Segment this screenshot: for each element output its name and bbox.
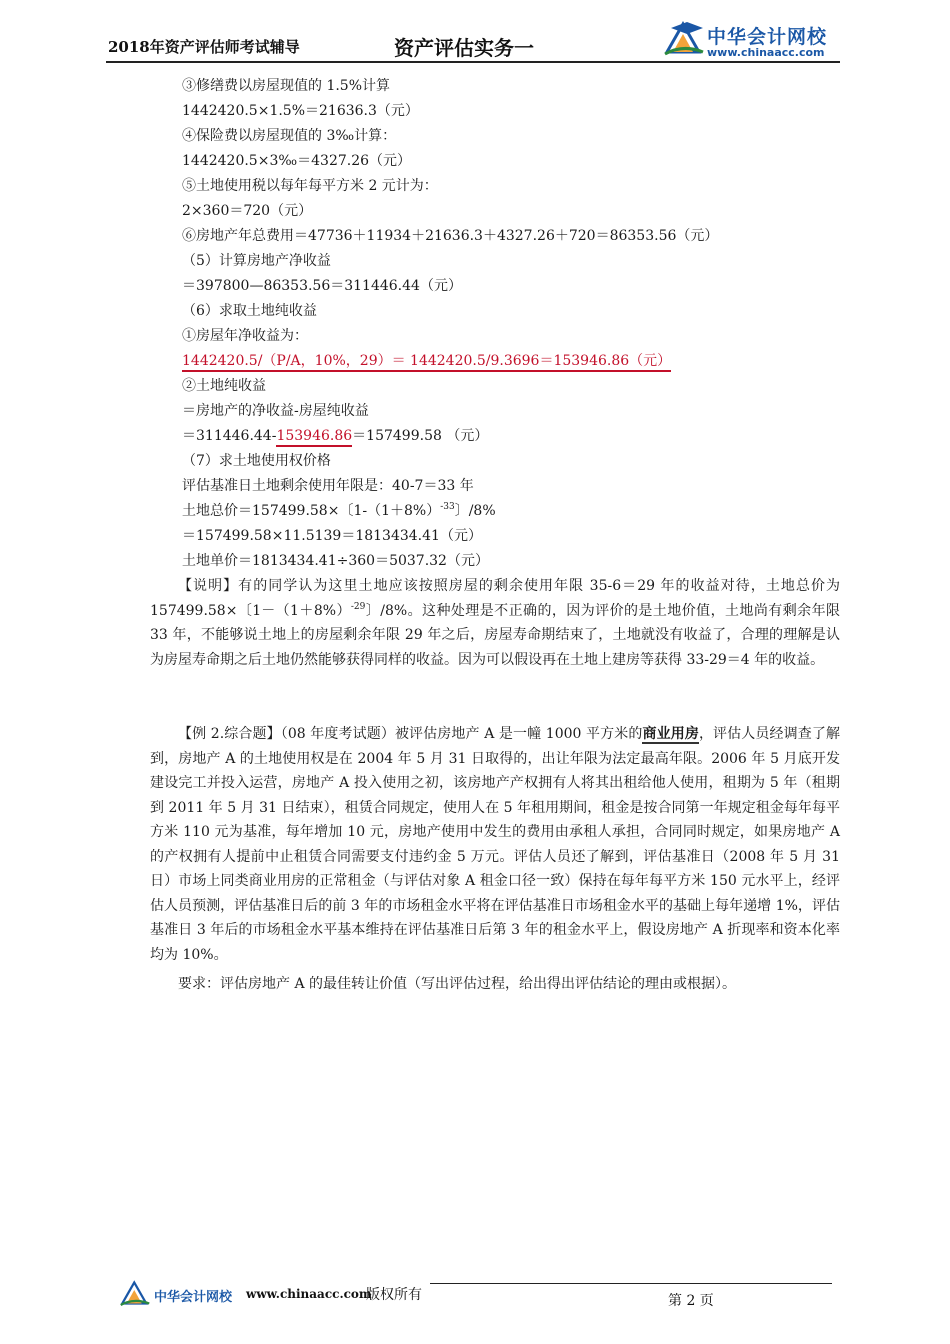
note-text: 【说明】有的同学认为这里土地应该按照房屋的剩余使用年限 35-6＝29 年的收益对待，土地总价为 157499.58×〔1－（1＋8%）: [150, 578, 840, 619]
text-line: 土地单价＝1813434.41÷360＝5037.32（元）: [182, 553, 489, 569]
text-segment: ＝311446.44-: [182, 428, 277, 444]
logo-url: www.chinaacc.com: [707, 46, 825, 59]
footer-brand: 中华会计网校: [154, 1290, 233, 1305]
text-segment: 〕/8%: [454, 503, 496, 519]
note-paragraph: [150, 574, 840, 672]
text-segment: ＝157499.58 （元）: [352, 428, 489, 444]
text-line: ③修缮费以房屋现值的 1.5%计算: [182, 78, 391, 94]
brand-logo[interactable]: [663, 14, 853, 64]
highlighted-line: [182, 351, 671, 371]
footer-url[interactable]: www.chinaacc.com: [246, 1287, 372, 1301]
footer-divider: [430, 1283, 832, 1284]
text-line: 评估基准日土地剩余使用年限是：40-7＝33 年: [182, 478, 474, 494]
text-line: 2×360＝720（元）: [182, 203, 313, 219]
text-line: [182, 426, 488, 446]
text-line: ②土地纯收益: [182, 378, 266, 394]
exponent: -29: [350, 601, 366, 612]
page-number: 第 2 页: [668, 1293, 714, 1309]
highlighted-formula: 1442420.5/（P/A，10%，29）＝ 1442420.5/9.3696＝153946.86（元）: [182, 353, 671, 372]
text-line: 1442420.5×1.5%＝21636.3（元）: [182, 103, 419, 119]
text-line: [182, 501, 496, 521]
requirement-paragraph: 要求：评估房地产 A 的最佳转让价值（写出评估过程，给出得出评估结论的理由或根据）。: [178, 976, 737, 992]
header-subject-title: 资产评估实务一: [394, 36, 534, 60]
text-line: ①房屋年净收益为：: [182, 328, 308, 344]
example-text: ，评估人员经调查了解到，房地产 A 的土地使用权是在 2004 年 5 月 31 日取得的，出让年限为法定最高年限。2006 年 5 月底开发建设完工并投入运营，房地产 A 投入使用之初，该房地产产权拥有人将其出租给他人使用，租期为 5 年（租期到 2011 年 5 月 31 日结束），租赁合同规定，使用人在 5 年租用期间，租金是按合同第一年规定租金每年每平方米 110 元为基准，每年增加 10 元，房地产使用中发生的费用由承租人承担，合同同时规定，如果房地产 A 的产权拥有人提前中止租赁合同需要支付违约金 5 万元。评估人员还了解到，评估基准日（2008 年 5 月 31 日）市场上同类商业用房的正常租金（与评估对象 A 租金口径一致）保持在每年每平方米 150 元水平上，经评估人员预测，评估基准日后的前 3 年的市场租金水平将在评估基准日市场租金水平的基础上每年递增 1%，评估基准日 3 年后的市场租金水平基本维持在评估基准日后第 3 年的租金水平上，假设房地产 A 折现率和资本化率均为 10%。: [150, 726, 840, 963]
text-line: （6）求取土地纯收益: [182, 303, 317, 319]
text-line: ＝房地产的净收益-房屋纯收益: [182, 403, 369, 419]
note-text: 〕/8%。这种处理是不正确的，因为评价的是土地价值，土地尚有剩余年限 33 年，不能够说土地上的房屋剩余年限 29 年之后，房屋寿命期结束了，土地就没有收益了，合理的理解是认为房屋寿命期之后土地仍然能够获得同样的收益。因为可以假设再在土地上建房等获得 33-29＝4 年的收益。: [150, 602, 840, 668]
highlighted-term: 商业用房: [642, 726, 699, 742]
text-line: ⑤土地使用税以每年每平方米 2 元计为：: [182, 178, 438, 194]
header-course-title: 2018年资产评估师考试辅导: [108, 38, 300, 56]
text-line: 1442420.5×3‰＝4327.26（元）: [182, 153, 412, 169]
example-paragraph: [150, 722, 840, 967]
text-line: ＝157499.58×11.5139＝1813434.41（元）: [182, 528, 482, 544]
example-text: 【例 2.综合题】（08 年度考试题）被评估房地产 A 是一幢 1000 平方米的: [178, 726, 643, 742]
text-line: （5）计算房地产净收益: [182, 253, 331, 269]
footer-rights: 版权所有: [366, 1287, 422, 1303]
text-segment: 土地总价＝157499.58×〔1-（1＋8%）: [182, 503, 441, 519]
page-header: [0, 0, 950, 64]
text-line: ④保险费以房屋现值的 3‰计算：: [182, 128, 397, 144]
text-line: （7）求土地使用权价格: [182, 453, 331, 469]
header-divider: [106, 61, 840, 63]
graduation-logo-icon: [663, 18, 705, 58]
text-line: ⑥房地产年总费用＝47736＋11934＋21636.3＋4327.26＋720＝86353.56（元）: [182, 228, 719, 244]
highlighted-value: 153946.86: [276, 428, 352, 447]
logo-brand-name: 中华会计网校: [707, 26, 828, 48]
exponent: -33: [440, 502, 455, 512]
footer-logo-icon: [118, 1278, 152, 1308]
text-line: ＝397800—86353.56＝311446.44（元）: [182, 278, 462, 294]
